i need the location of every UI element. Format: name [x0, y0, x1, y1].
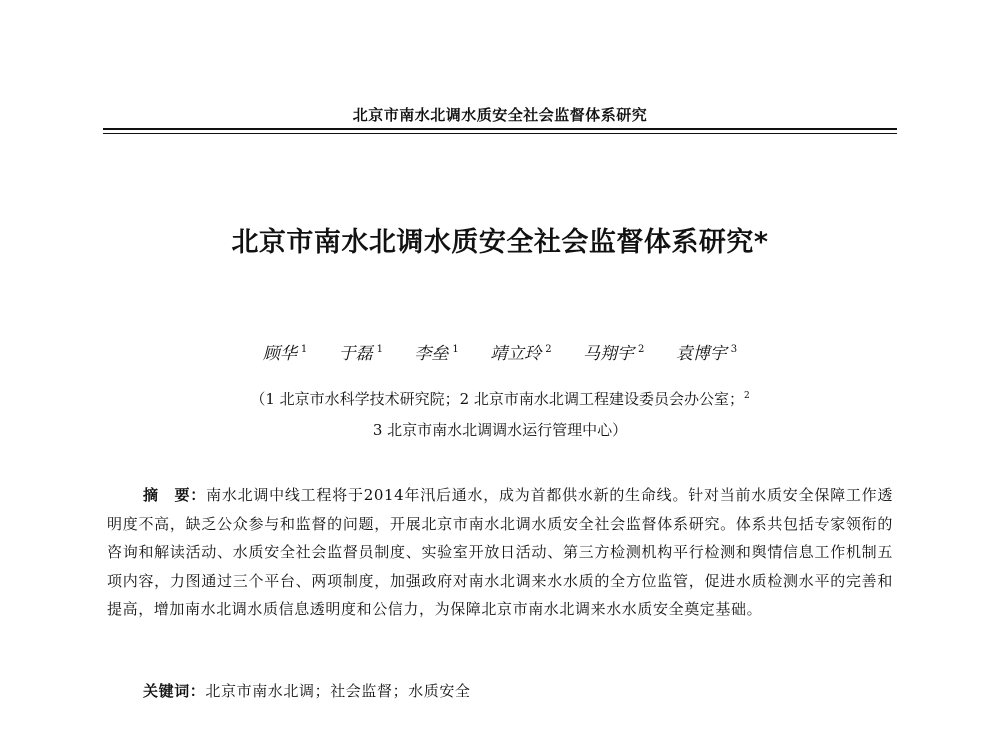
abstract-label: 摘 要：: [143, 486, 207, 504]
author: 靖立玲 $^2$: [490, 344, 552, 364]
author: 马翔宇 $^2$: [582, 344, 645, 364]
author: 李垒 $^1$: [414, 344, 459, 364]
abstract-text: 南水北调中线工程将于2014年汛后通水，成为首都供水新的生命线。针对当前水质安全保障工作透明度不高，缺乏公众参与和监督的问题，开展北京市南水北调水质安全社会监督体系研究。体系共包括专家领衔的咨询和解读活动、水质安全社会监督员制度、实验室开放日活动、第三方检测机构平行检测和舆情信息工作机制五项内容，力图通过三个平台、两项制度，加强政府对南水北调来水水质的全方位监管，促进水质检测水平的完善和提高，增加南水北调水质信息透明度和公信力，为保障北京市南水北调来水水质安全奠定基础。: [107, 486, 893, 619]
affiliation-line-1: （1 北京市水科学技术研究院；2 北京市南水北调工程建设委员会办公室；$^2$: [250, 390, 750, 408]
header-rule-thick: [103, 128, 897, 130]
affiliation-line-2: 3 北京市南水北调调水运行管理中心）: [372, 421, 628, 439]
paper-title: 北京市南水北调水质安全社会监督体系研究*: [231, 227, 769, 258]
header-rule-thin: [103, 133, 897, 134]
keywords: [143, 680, 471, 701]
keywords-text: 北京市南水北调；社会监督；水质安全: [205, 682, 471, 700]
author-list: [0, 339, 1000, 364]
keywords-label: 关键词：: [143, 682, 206, 700]
author: 袁博宇 $^3$: [675, 344, 738, 364]
author: 顾华 $^1$: [262, 344, 308, 364]
running-header: 北京市南水北调水质安全社会监督体系研究: [352, 106, 648, 124]
author: 于磊 $^1$: [338, 344, 384, 364]
abstract: [107, 481, 893, 624]
